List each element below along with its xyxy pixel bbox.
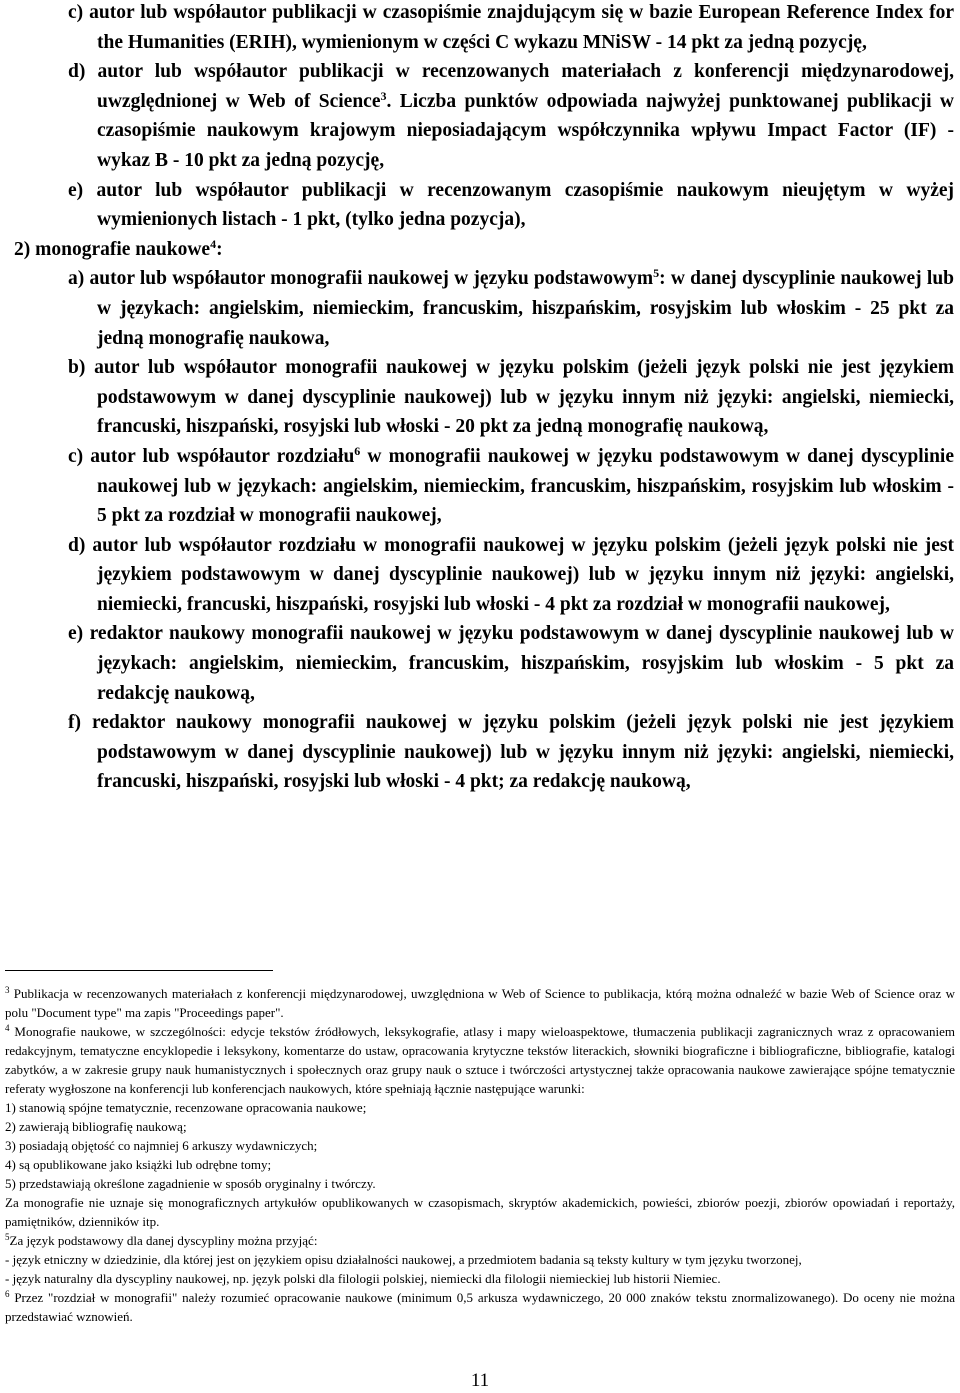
page-number: 11 — [470, 1370, 490, 1391]
item-marker: f) — [68, 712, 81, 734]
list-item-b — [0, 353, 960, 442]
footnote-number: 5 — [5, 1232, 10, 1242]
footnote-ref: 3 — [380, 88, 387, 103]
item-marker: d) — [68, 61, 86, 83]
footnote-separator — [5, 970, 273, 971]
item-text: redaktor naukowy monografii naukowej w języku podstawowym w danej dyscyplinie naukowej lub w językach: angielskim, niemieckim, francuskim, hiszpańskim, rosyjskim lub włoskim - 5 pkt za redakcję naukową, — [89, 623, 954, 704]
condition-item: 3) posiadają objętość co najmniej 6 arkuszy wydawniczych; — [5, 1138, 318, 1153]
list-item-d — [0, 57, 960, 175]
item-text: : w danej dyscyplinie naukowej lub w językach: angielskim, niemieckim, francuskim, hiszpańskim, rosyjskim lub włoskim - 25 pkt za jedną monografię naukowa, — [97, 268, 955, 349]
list-item-d — [0, 531, 960, 620]
footnote-ref: 6 — [354, 443, 361, 458]
list-item-c — [0, 442, 960, 531]
footnote-ref: 4 — [210, 236, 217, 251]
item-text: autor lub współautor monografii naukowej w języku podstawowym — [89, 268, 654, 290]
footnotes — [5, 984, 955, 1326]
footnote-number: 3 — [5, 985, 10, 995]
item-marker: 2) — [14, 238, 31, 260]
item-text: : — [216, 238, 223, 260]
footnote-5-item: - język etniczny w dziedzinie, dla której jest on językiem opisu działalności naukowej, a przedmiotem badania są teksty kultury w tym języku tworzonej, — [5, 1252, 802, 1267]
item-text: autor lub współautor publikacji w recenzowanym czasopiśmie naukowym nieujętym w wyżej wymienionych listach - 1 pkt, (tylko jedna pozycja), — [96, 179, 955, 231]
condition-item: 4) są opublikowane jako książki lub odrębne tomy; — [5, 1157, 272, 1172]
item-text: monografie naukowe — [35, 238, 211, 260]
list-item-c — [0, 0, 960, 57]
item-text: w monografii naukowej w języku podstawowym w danej dyscyplinie naukowej lub w językach: angielskim, niemieckim, francuskim, hiszpańskim, rosyjskim lub włoskim - 5 pkt za rozdział w monografii naukowej, — [97, 445, 955, 527]
item-text: autor lub współautor monografii naukowej w języku polskim (jeżeli język polski nie jest językiem podstawowym w danej dyscyplinie naukowej) lub w języku innym niż języki: angielski, niemiecki, francuski, hiszpański, rosyjski lub włoski - 20 pkt za jedną monografię naukową, — [94, 357, 955, 438]
footnote-5 — [5, 1231, 955, 1250]
footnote-text: Publikacja w recenzowanych materiałach z konferencji międzynarodowej, uwzględniona w Web of Science to publikacja, którą można odnaleźć w bazie Web of Science oraz w polu "Document type" ma zapis "Proceedings paper". — [5, 986, 955, 1020]
footnote-4 — [5, 1022, 955, 1098]
condition-item: 5) przedstawiają określone zagadnienie w sposób oryginalny i twórczy. — [5, 1176, 376, 1191]
exclusion-note: Za monografie nie uznaje się monograficznych artykułów opublikowanych w czasopismach, skryptów akademickich, powieści, zbiorów poezji, zbiorów opowiadań i reportaży, pamiętników, dzienników itp. — [5, 1195, 955, 1229]
item-text: autor lub współautor rozdziału — [90, 445, 355, 467]
list-item-e — [0, 619, 960, 708]
list-item-a — [0, 264, 960, 353]
footnote-3 — [5, 984, 955, 1022]
footnote-number: 6 — [5, 1289, 10, 1299]
list-item-f — [0, 708, 960, 797]
section-monografie — [0, 235, 960, 265]
condition-item: 2) zawierają bibliografię naukową; — [5, 1119, 187, 1134]
footnote-text: Monografie naukowe, w szczególności: edycje tekstów źródłowych, leksykografie, atlasy i mapy wieloaspektowe, tłumaczenia publikacji zagranicznych wraz z opracowaniem redakcyjnym, tematyczne encyklopedie i leksykony, komentarze do ustaw, opracowania krytyczne tekstów literackich, słowniki biograficzne i bibliograficzne, bibliografie, katalogi zabytków, a w zakresie grupy nauk humanistycznych i społecznych oraz grupy nauk o sztuce i twórczości artystycznej także opracowania naukowe zawierające spójne tematycznie referaty wygłoszone na konferencji lub konferencjach naukowych, które spełniają łącznie następujące warunki: — [5, 1024, 955, 1096]
item-text: . Liczba punktów odpowiada najwyżej punktowanej publikacji w czasopiśmie naukowym krajowym nieposiadającym współczynnika wpływu Impact Factor (IF) - wykaz B - 10 pkt za jedną pozycję, — [97, 90, 955, 171]
item-marker: c) — [68, 2, 84, 23]
item-marker: e) — [68, 623, 84, 645]
item-text: redaktor naukowy monografii naukowej w języku polskim (jeżeli język polski nie jest językiem podstawowym w danej dyscyplinie naukowej) lub w języku innym niż języki: angielski, niemiecki, francuski, hiszpański, rosyjski lub włoski - 4 pkt; za redakcję naukową, — [91, 712, 955, 793]
item-marker: c) — [68, 445, 84, 467]
footnote-text: Za język podstawowy dla danej dyscypliny można przyjąć: — [9, 1233, 318, 1248]
footnote-ref: 5 — [653, 266, 660, 281]
footnote-6 — [5, 1288, 955, 1326]
item-marker: a) — [68, 268, 85, 290]
item-marker: e) — [68, 179, 84, 201]
footnote-text: Przez "rozdział w monografii" należy rozumieć opracowanie naukowe (minimum 0,5 arkusza wydawniczego, 20 000 znaków tekstu znormalizowanego). Do oceny nie można przedstawiać wznowień. — [5, 1290, 955, 1324]
item-text: autor lub współautor publikacji w recenzowanych materiałach z konferencji międzynarodowej, uwzględnionej w Web of Science — [97, 61, 955, 112]
list-item-e — [0, 176, 960, 235]
item-text: autor lub współautor rozdziału w monografii naukowej w języku polskim (jeżeli język polski nie jest językiem podstawowym w danej dyscyplinie naukowej) lub w języku innym niż języki: angielski, niemiecki, francuski, hiszpański, rosyjski lub włoski - 4 pkt za rozdział w monografii naukowej, — [92, 534, 954, 615]
item-marker: d) — [68, 534, 86, 556]
condition-item: 1) stanowią spójne tematycznie, recenzowane opracowania naukowe; — [5, 1100, 367, 1115]
footnote-number: 4 — [5, 1023, 10, 1033]
item-marker: b) — [68, 357, 86, 379]
item-text: autor lub współautor publikacji w czasopiśmie znajdującym się w bazie European Reference Index for the Humanities (ERIH), wymienionym w części C wykazu MNiSW - 14 pkt za jedną pozycję, — [89, 2, 955, 53]
footnote-5-item: - język naturalny dla dyscypliny naukowej, np. język polski dla filologii polskiej, niemiecki dla filologii niemieckiej lub historii Niemiec. — [5, 1271, 721, 1286]
